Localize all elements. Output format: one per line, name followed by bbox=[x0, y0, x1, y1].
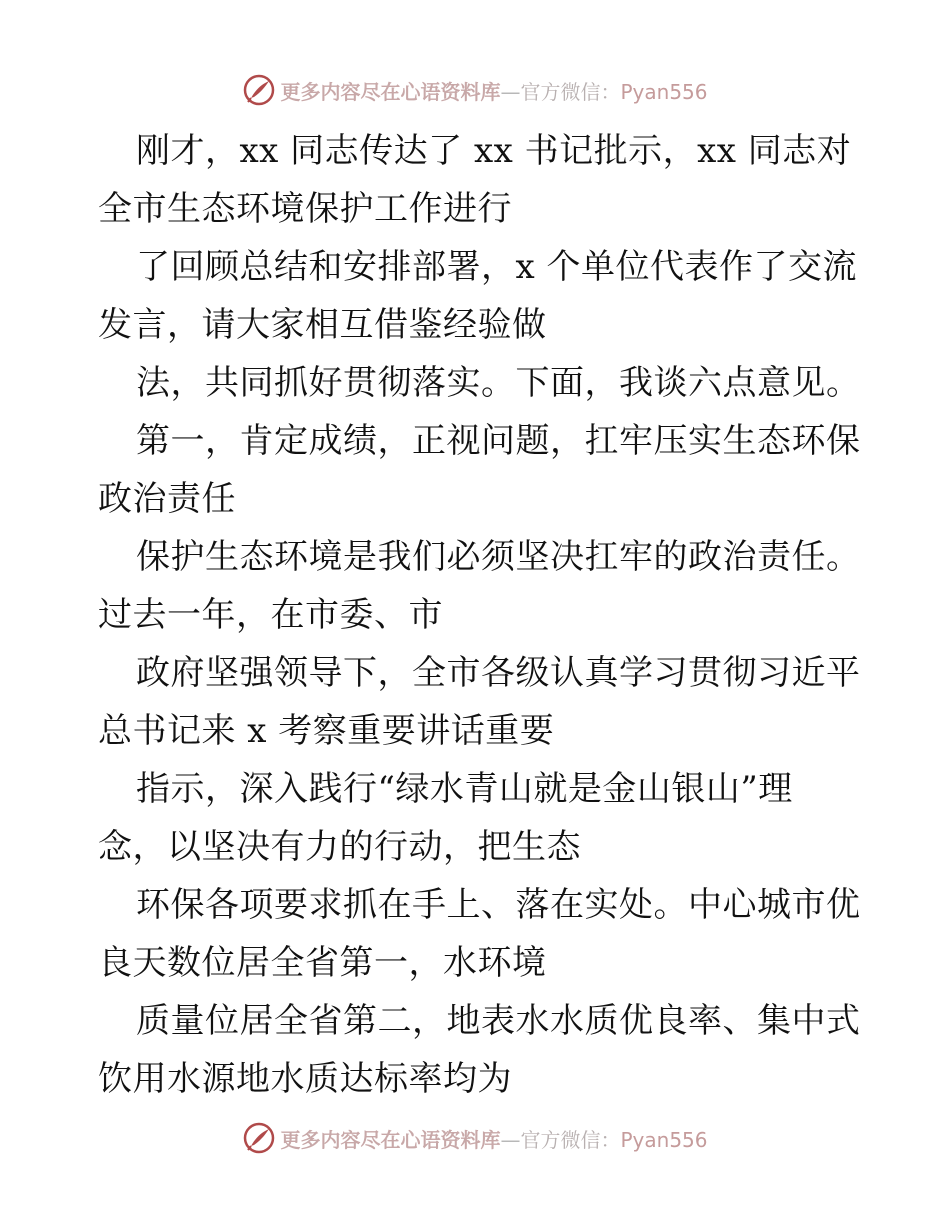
text-line: 政府坚强领导下，全市各级认真学习贯彻习近平 bbox=[136, 653, 861, 693]
text-line: 了回顾总结和安排部署，x 个单位代表作了交流 bbox=[136, 247, 857, 287]
footer-wechat-label: 官方微信： bbox=[520, 1127, 621, 1152]
footer-brand-text: 更多内容尽在心语资料库 bbox=[280, 1127, 501, 1152]
text-line: 饮用水源地水质达标率均为 bbox=[98, 1059, 512, 1099]
text-line: 环保各项要求抓在手上、落在实处。中心城市优 bbox=[136, 885, 861, 925]
footer-banner bbox=[0, 1118, 950, 1158]
text-line: 质量位居全省第二，地表水水质优良率、集中式 bbox=[136, 1001, 861, 1041]
quill-logo-icon bbox=[242, 73, 276, 107]
text-line: 第一，肯定成绩，正视问题，扛牢压实生态环保 bbox=[136, 421, 861, 461]
header-banner-text bbox=[280, 76, 707, 105]
text-line: 刚才，xx 同志传达了 xx 书记批示，xx 同志对 bbox=[136, 131, 852, 171]
header-banner-inner bbox=[242, 73, 707, 107]
text-line: 指示，深入践行“绿水青山就是金山银山”理 bbox=[136, 769, 793, 809]
text-line: 念，以坚决有力的行动，把生态 bbox=[98, 827, 581, 867]
header-brand-text: 更多内容尽在心语资料库 bbox=[280, 79, 501, 104]
footer-wechat-id: Pyan556 bbox=[620, 1127, 708, 1152]
text-line: 发言，请大家相互借鉴经验做 bbox=[98, 305, 547, 345]
text-line: 保护生态环境是我们必须坚决扛牢的政治责任。 bbox=[136, 537, 861, 577]
header-wechat-label: 官方微信： bbox=[520, 79, 621, 104]
document-body bbox=[98, 122, 861, 1108]
header-banner bbox=[0, 70, 950, 110]
footer-separator: — bbox=[500, 1127, 521, 1152]
text-line: 过去一年，在市委、市 bbox=[98, 595, 443, 635]
footer-banner-inner bbox=[242, 1121, 707, 1155]
quill-logo-icon bbox=[242, 1121, 276, 1155]
text-line: 全市生态环境保护工作进行 bbox=[98, 189, 512, 229]
text-line: 良天数位居全省第一，水环境 bbox=[98, 943, 547, 983]
text-line: 政治责任 bbox=[98, 479, 236, 519]
text-line: 法，共同抓好贯彻落实。下面，我谈六点意见。 bbox=[136, 363, 861, 403]
footer-banner-text bbox=[280, 1124, 707, 1153]
header-wechat-id: Pyan556 bbox=[620, 79, 708, 104]
header-separator: — bbox=[500, 79, 521, 104]
text-line: 总书记来 x 考察重要讲话重要 bbox=[98, 711, 555, 751]
